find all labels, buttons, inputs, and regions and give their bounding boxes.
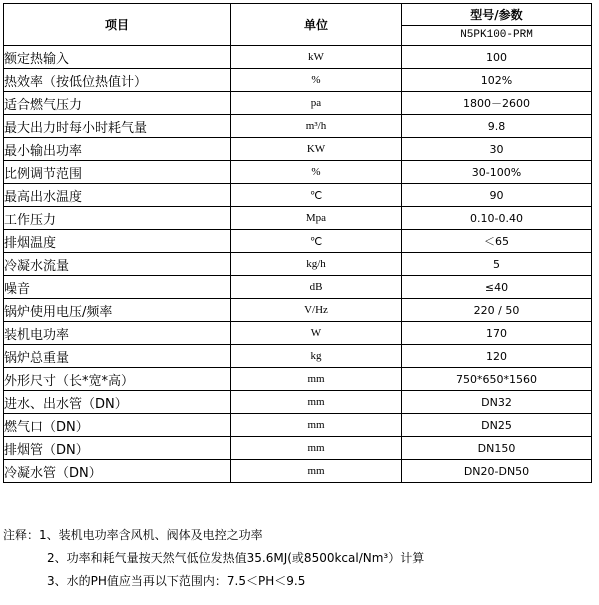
row-unit: %: [231, 161, 402, 184]
row-unit: kg: [231, 345, 402, 368]
row-value: 9.8: [402, 115, 592, 138]
row-unit: %: [231, 69, 402, 92]
row-value: DN150: [402, 437, 592, 460]
row-value: 750*650*1560: [402, 368, 592, 391]
table-row: [4, 299, 592, 322]
row-value: 0.10-0.40: [402, 207, 592, 230]
table-row: [4, 92, 592, 115]
table-row: [4, 276, 592, 299]
row-value: DN20-DN50: [402, 460, 592, 483]
table-row: [4, 69, 592, 92]
note-line-3: 3、水的PH值应当再以下范围内：7.5＜PH＜9.5: [47, 574, 306, 588]
table-row: [4, 138, 592, 161]
row-item: 适合燃气压力: [4, 92, 231, 115]
row-item: 外形尺寸（长*宽*高）: [4, 368, 231, 391]
row-value: 100: [402, 46, 592, 69]
row-item: 锅炉总重量: [4, 345, 231, 368]
row-value: 170: [402, 322, 592, 345]
row-item: 冷凝水管（DN）: [4, 460, 231, 483]
row-unit: pa: [231, 92, 402, 115]
row-unit: KW: [231, 138, 402, 161]
row-item: 最大出力时每小时耗气量: [4, 115, 231, 138]
row-value: 30: [402, 138, 592, 161]
row-unit: W: [231, 322, 402, 345]
row-value: 120: [402, 345, 592, 368]
table-row: [4, 345, 592, 368]
table-row: [4, 115, 592, 138]
note-line-2: 2、功率和耗气量按天然气低位发热值35.6MJ(或8500kcal/Nm³）计算: [47, 551, 425, 565]
row-value: DN25: [402, 414, 592, 437]
table-row: [4, 207, 592, 230]
header-row: [4, 4, 592, 26]
row-unit: mm: [231, 391, 402, 414]
row-item: 额定热输入: [4, 46, 231, 69]
table-row: [4, 230, 592, 253]
row-unit: mm: [231, 460, 402, 483]
row-unit: m³/h: [231, 115, 402, 138]
row-item: 排烟温度: [4, 230, 231, 253]
row-value: 5: [402, 253, 592, 276]
row-unit: kW: [231, 46, 402, 69]
row-item: 锅炉使用电压/频率: [4, 299, 231, 322]
row-item: 进水、出水管（DN）: [4, 391, 231, 414]
row-item: 最小输出功率: [4, 138, 231, 161]
row-item: 装机电功率: [4, 322, 231, 345]
row-unit: V/Hz: [231, 299, 402, 322]
row-item: 工作压力: [4, 207, 231, 230]
row-item: 噪音: [4, 276, 231, 299]
row-unit: Mpa: [231, 207, 402, 230]
row-value: 102%: [402, 69, 592, 92]
header-unit: 单位: [231, 4, 402, 46]
row-value: ＜65: [402, 230, 592, 253]
row-item: 比例调节范围: [4, 161, 231, 184]
table-row: [4, 391, 592, 414]
row-item: 排烟管（DN）: [4, 437, 231, 460]
row-unit: mm: [231, 414, 402, 437]
table-row: [4, 368, 592, 391]
row-unit: kg/h: [231, 253, 402, 276]
table-row: [4, 414, 592, 437]
row-value: DN32: [402, 391, 592, 414]
row-item: 热效率（按低位热值计）: [4, 69, 231, 92]
table-row: [4, 437, 592, 460]
row-unit: ℃: [231, 230, 402, 253]
row-unit: ℃: [231, 184, 402, 207]
header-params: 型号/参数: [402, 4, 592, 26]
notes: [3, 524, 424, 593]
table-row: [4, 184, 592, 207]
row-value: 90: [402, 184, 592, 207]
note-line-1: 注释：1、装机电功率含风机、阀体及电控之功率: [3, 528, 263, 542]
row-item: 冷凝水流量: [4, 253, 231, 276]
row-value: ≤40: [402, 276, 592, 299]
table-row: [4, 253, 592, 276]
row-value: 220 / 50: [402, 299, 592, 322]
row-item: 燃气口（DN）: [4, 414, 231, 437]
row-unit: mm: [231, 368, 402, 391]
table-row: [4, 161, 592, 184]
table-row: [4, 46, 592, 69]
row-value: 1800－2600: [402, 92, 592, 115]
header-model: N5PK100-PRM: [402, 25, 592, 46]
row-unit: dB: [231, 276, 402, 299]
row-unit: mm: [231, 437, 402, 460]
spec-table: [3, 3, 592, 483]
row-value: 30-100%: [402, 161, 592, 184]
row-item: 最高出水温度: [4, 184, 231, 207]
header-item: 项目: [4, 4, 231, 46]
table-row: [4, 460, 592, 483]
table-row: [4, 322, 592, 345]
